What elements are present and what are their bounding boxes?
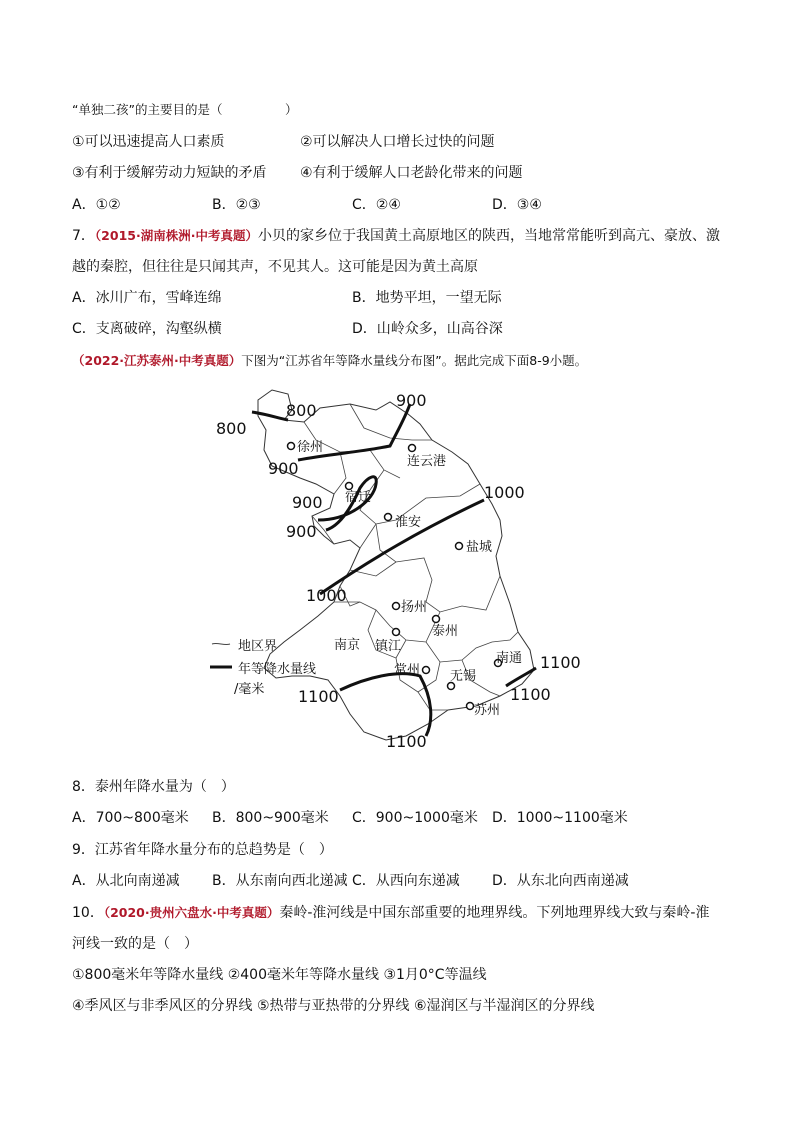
iso-label-1100-south: 1100 (386, 732, 427, 751)
city-label-yangzhou: 扬州 (401, 600, 428, 615)
city-label-xuzhou: 徐州 (297, 440, 324, 455)
city-marker-zhenjiang (393, 629, 400, 636)
q6-choice-d: D．③④ (492, 197, 542, 213)
city-marker-huaian (385, 514, 392, 521)
iso-label-800-left: 800 (216, 419, 247, 438)
city-label-taizhou: 泰州 (432, 624, 459, 639)
q9-choice-b: B．从东南向西北递减 (212, 873, 348, 889)
city-marker-lianyungang (409, 445, 416, 452)
q6-option-2: ②可以解决人口增长过快的问题 (300, 134, 495, 150)
iso-label-900-left-1: 900 (268, 459, 299, 478)
city-marker-taizhou (433, 616, 440, 623)
q10-stem-a: 秦岭-淮河线是中国东部重要的地理界线。下列地理界线大致与秦岭-淮 (279, 905, 710, 921)
q7-choice-b: B．地势平坦，一望无际 (352, 290, 502, 306)
q7-stem-line-2: 越的秦腔，但往往是只闻其声，不见其人。这可能是因为黄土高原 (72, 259, 478, 275)
city-label-huaian: 淮安 (395, 515, 422, 530)
q7-source: （2015·湖南株洲·中考真题） (94, 228, 258, 243)
city-label-yancheng: 盐城 (466, 540, 493, 555)
city-label-zhenjiang: 镇江 (375, 639, 402, 654)
q8-choice-d: D．1000~1100毫米 (492, 810, 628, 826)
isoline-1100-east (506, 668, 536, 686)
isoline-800 (252, 412, 288, 420)
city-label-lianyungang: 连云港 (407, 454, 447, 469)
city-marker-yancheng (456, 543, 463, 550)
q8-choice-a: A．700~800毫米 (72, 810, 189, 826)
city-label-nantong: 南通 (496, 651, 523, 666)
q7-number: 7． (72, 228, 95, 244)
q7-choice-d: D．山岭众多，山高谷深 (352, 321, 503, 337)
iso-label-1100-west: 1100 (298, 687, 339, 706)
legend-boundary-symbol (212, 643, 230, 644)
q8-choice-b: B．800~900毫米 (212, 810, 329, 826)
legend-isoline-unit: /毫米 (234, 682, 265, 697)
iso-label-800-top: 800 (286, 401, 317, 420)
q7-choice-a: A．冰川广布，雪峰连绵 (72, 290, 222, 306)
isoline-1100-south (340, 674, 431, 736)
city-marker-suzhou (467, 703, 474, 710)
legend-boundary-label: 地区界 (238, 639, 278, 654)
iso-label-1100-east-1: 1100 (540, 653, 581, 672)
city-marker-suqian (346, 483, 353, 490)
city-label-suzhou: 苏州 (474, 703, 501, 718)
city-marker-yangzhou (393, 603, 400, 610)
q9-choice-c: C．从西向东递减 (352, 873, 460, 889)
q9-choice-d: D．从东北向西南递减 (492, 873, 629, 889)
city-label-changzhou: 常州 (394, 663, 421, 678)
q10-stem-line-2: 河线一致的是（ ） (72, 936, 198, 952)
q7-stem-a: 小贝的家乡位于我国黄土高原地区的陕西，当地常常能听到高亢、豪放、激 (257, 228, 720, 244)
iso-label-1000-west: 1000 (306, 586, 347, 605)
q7-choice-c: C．支离破碎，沟壑纵横 (72, 321, 222, 337)
jiangsu-precipitation-map (200, 380, 600, 760)
legend-isoline-label: 年等降水量线 (238, 662, 317, 677)
city-marker-xuzhou (288, 443, 295, 450)
group-text: 下图为“江苏省年等降水量线分布图”。据此完成下面8-9小题。 (241, 353, 588, 368)
q6-choice-c: C．②④ (352, 197, 401, 213)
iso-label-1100-east-2: 1100 (510, 685, 551, 704)
iso-label-900-top: 900 (396, 391, 427, 410)
iso-label-900-left-3: 900 (286, 522, 317, 541)
q6-choice-a: A．①② (72, 197, 121, 213)
q9-choice-a: A．从北向南递减 (72, 873, 180, 889)
q8-choice-c: C．900~1000毫米 (352, 810, 478, 826)
q10-options-row-1: ①800毫米年等降水量线 ②400毫米年等降水量线 ③1月0°C等温线 (72, 967, 487, 983)
group-source: （2022·江苏泰州·中考真题） (72, 353, 242, 368)
q6-choice-b: B．②③ (212, 197, 261, 213)
q8-stem: 8．泰州年降水量为（ ） (72, 779, 235, 795)
q6-option-4: ④有利于缓解人口老龄化带来的问题 (300, 165, 523, 181)
group-header (72, 351, 587, 371)
q6-option-1: ①可以迅速提高人口素质 (72, 134, 225, 150)
q7-stem-line-1 (72, 226, 720, 246)
city-label-suqian: 宿迁 (345, 490, 372, 505)
iso-label-1000-east: 1000 (484, 483, 525, 502)
city-label-nanjing: 南京 (334, 638, 361, 653)
q10-source: （2020·贵州六盘水·中考真题） (103, 905, 280, 920)
q6-stem: “单独二孩”的主要目的是（ ） (72, 102, 298, 117)
q10-number: 10． (72, 905, 104, 921)
city-label-wuxi: 无锡 (450, 669, 477, 684)
q9-stem: 9．江苏省年降水量分布的总趋势是（ ） (72, 842, 333, 858)
q6-option-3: ③有利于缓解劳动力短缺的矛盾 (72, 165, 267, 181)
iso-label-900-left-2: 900 (292, 493, 323, 512)
isolines (252, 404, 536, 736)
q10-stem-line-1 (72, 903, 709, 923)
q10-options-row-2: ④季风区与非季风区的分界线 ⑤热带与亚热带的分界线 ⑥湿润区与半湿润区的分界线 (72, 998, 595, 1014)
city-marker-changzhou (423, 667, 430, 674)
